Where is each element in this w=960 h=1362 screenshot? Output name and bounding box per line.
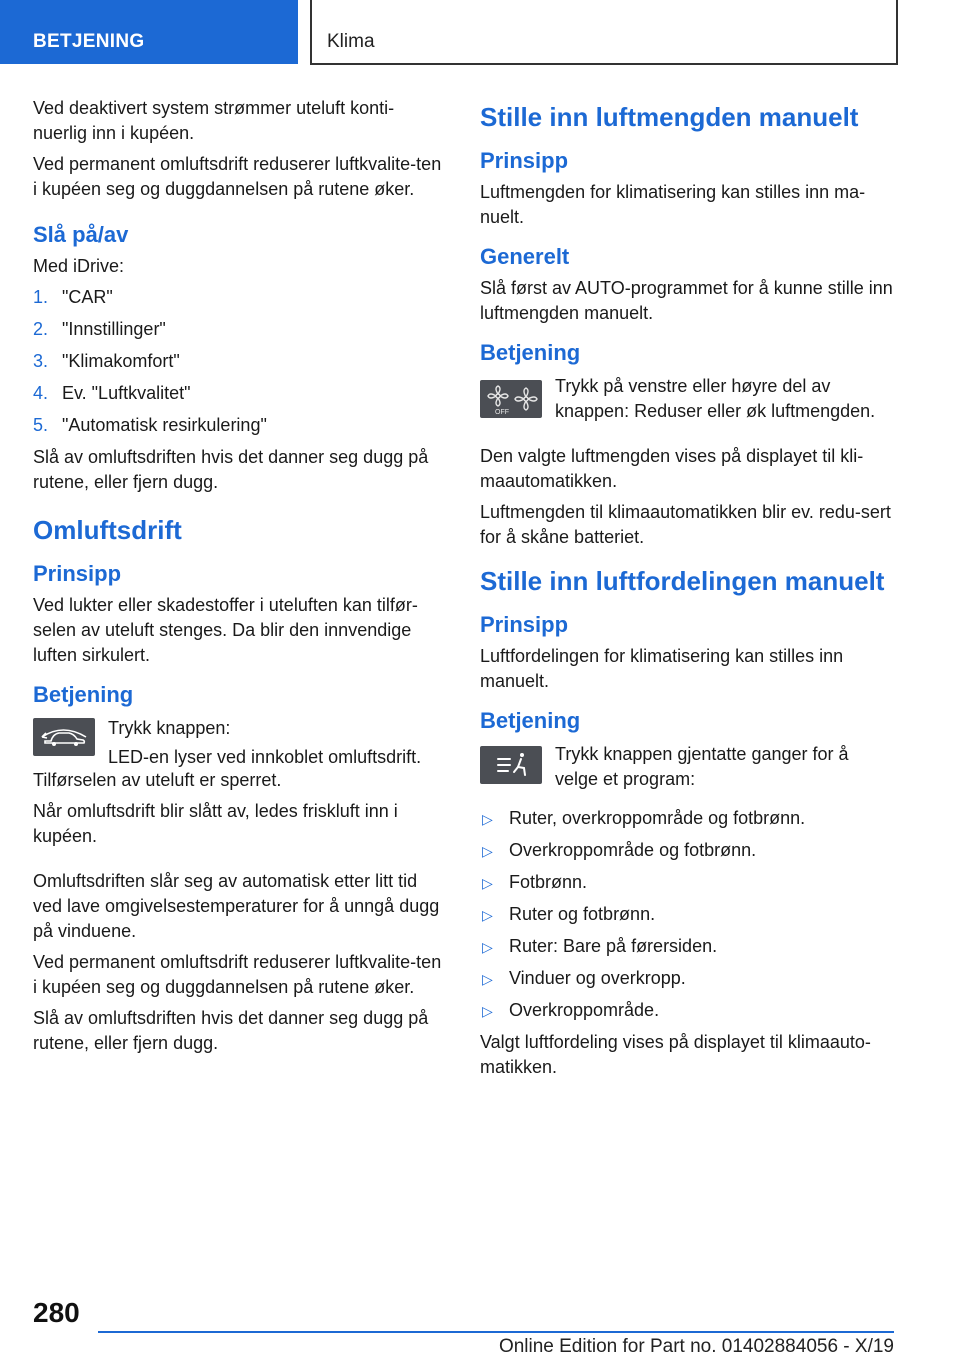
program-item: ▷ Ruter, overkroppområde og fotbrønn. — [480, 806, 894, 831]
program-item: ▷ Overkroppområde. — [480, 998, 894, 1023]
distribution-note: Valgt luftfordeling vises på displayet til klimaauto-matikken. — [480, 1032, 871, 1077]
program-item: ▷ Fotbrønn. — [480, 870, 894, 895]
op-paragraph-5: Omluftsdriften slår seg av automatisk etter litt tid ved lave omgivelsestemperaturer for å unngå dugg på vinduene. — [33, 871, 440, 941]
triangle-bullet-icon: ▷ — [482, 939, 493, 955]
step-item: 5. "Automatisk resirkulering" — [33, 415, 267, 435]
onoff-note: Slå av omluftsdriften hvis det danner seg dugg på rutene, eller fjern dugg. — [33, 447, 429, 492]
airflow-principle-text: Luftmengden for klimatisering kan stilles inn ma-nuelt. — [480, 182, 866, 227]
section-tab — [0, 0, 298, 64]
fan-paragraph-2: Den valgte luftmengden vises på displayet til kli-maautomatikken. — [480, 446, 864, 491]
program-item: ▷ Vinduer og overkropp. — [480, 966, 894, 991]
fan-paragraph-3: Luftmengden til klimaautomatikken blir ev. redu-sert for å skåne batteriet. — [480, 502, 891, 547]
intro-paragraph-2: Ved permanent omluftsdrift reduserer luftkvalite-ten i kupéen seg og duggdannelsen på rutene øker. — [33, 154, 442, 199]
triangle-bullet-icon: ▷ — [482, 907, 493, 923]
distribution-text: Trykk knappen gjentatte ganger for å velge et program: — [555, 744, 849, 789]
step-item: 3. "Klimakomfort" — [33, 351, 180, 371]
program-item: ▷ Ruter og fotbrønn. — [480, 902, 894, 927]
onoff-intro: Med iDrive: — [33, 256, 125, 276]
op-line-2: LED-en lyser ved innkoblet omluftsdrift. — [108, 747, 422, 767]
step-item: 4. Ev. "Luftkvalitet" — [33, 383, 191, 403]
triangle-bullet-icon: ▷ — [482, 843, 493, 859]
fan-text: Trykk på venstre eller høyre del av knappen: Reduser eller øk luftmengden. — [555, 376, 876, 421]
distribution-principle-text: Luftfordelingen for klimatisering kan stilles inn manuelt. — [480, 646, 844, 691]
op-line-3: Tilførselen av uteluft er sperret. — [33, 770, 282, 790]
distribution-instruction — [480, 742, 894, 798]
program-list — [480, 806, 894, 1023]
op-paragraph-6: Ved permanent omluftsdrift reduserer luftkvalite-ten i kupéen seg og duggdannelsen på rutene øker. — [33, 952, 442, 997]
general-text: Slå først av AUTO-programmet for å kunne stille inn luftmengden manuelt. — [480, 278, 893, 323]
triangle-bullet-icon: ▷ — [482, 971, 493, 987]
airflow-principle-heading: Prinsipp — [480, 148, 569, 173]
omluft-heading: Omluftsdrift — [33, 515, 182, 545]
airflow-heading: Stille inn luftmengden manuelt — [480, 102, 859, 132]
left-column — [33, 96, 445, 1062]
edition-text: Online Edition for Part no. 01402884056 - X/19 — [498, 1336, 894, 1357]
intro-paragraph-1: Ved deaktivert system strømmer uteluft konti-nuerlig inn i kupéen. — [33, 98, 395, 143]
step-item: 1. "CAR" — [33, 287, 113, 307]
general-heading: Generelt — [480, 244, 570, 269]
airflow-operation-heading: Betjening — [480, 340, 581, 365]
fan-off-label: OFF — [495, 409, 509, 416]
right-column — [480, 96, 894, 1086]
page-number: 280 — [33, 1297, 80, 1328]
triangle-bullet-icon: ▷ — [482, 1003, 493, 1019]
program-item: ▷ Overkroppområde og fotbrønn. — [480, 838, 894, 863]
chapter-title: Klima — [327, 31, 375, 52]
chapter-tab — [310, 0, 898, 65]
op-line-4: Når omluftsdrift blir slått av, ledes friskluft inn i kupéen. — [33, 801, 398, 846]
program-item: ▷ Ruter: Bare på førersiden. — [480, 934, 894, 959]
section-title: BETJENING — [33, 31, 145, 52]
operation-heading: Betjening — [33, 682, 134, 707]
fan-off-icon — [480, 380, 542, 418]
air-distribution-icon — [480, 746, 542, 784]
recirculation-instruction — [33, 716, 445, 770]
idrive-steps — [33, 285, 445, 438]
fan-instruction — [480, 374, 894, 436]
onoff-heading: Slå på/av — [33, 222, 129, 247]
distribution-principle-heading: Prinsipp — [480, 612, 569, 637]
distribution-operation-heading: Betjening — [480, 708, 581, 733]
triangle-bullet-icon: ▷ — [482, 811, 493, 827]
triangle-bullet-icon: ▷ — [482, 875, 493, 891]
distribution-heading: Stille inn luftfordelingen manuelt — [480, 566, 885, 596]
op-line-1: Trykk knappen: — [108, 718, 231, 738]
principle-heading: Prinsipp — [33, 561, 122, 586]
footer-divider — [98, 1331, 894, 1333]
step-item: 2. "Innstillinger" — [33, 319, 166, 339]
recirculation-car-icon — [33, 718, 95, 756]
principle-text: Ved lukter eller skadestoffer i uteluften kan tilfør-selen av uteluft stenges. Da blir den innvendige luften sirkulert. — [33, 595, 418, 665]
op-paragraph-7: Slå av omluftsdriften hvis det danner seg dugg på rutene, eller fjern dugg. — [33, 1008, 429, 1053]
